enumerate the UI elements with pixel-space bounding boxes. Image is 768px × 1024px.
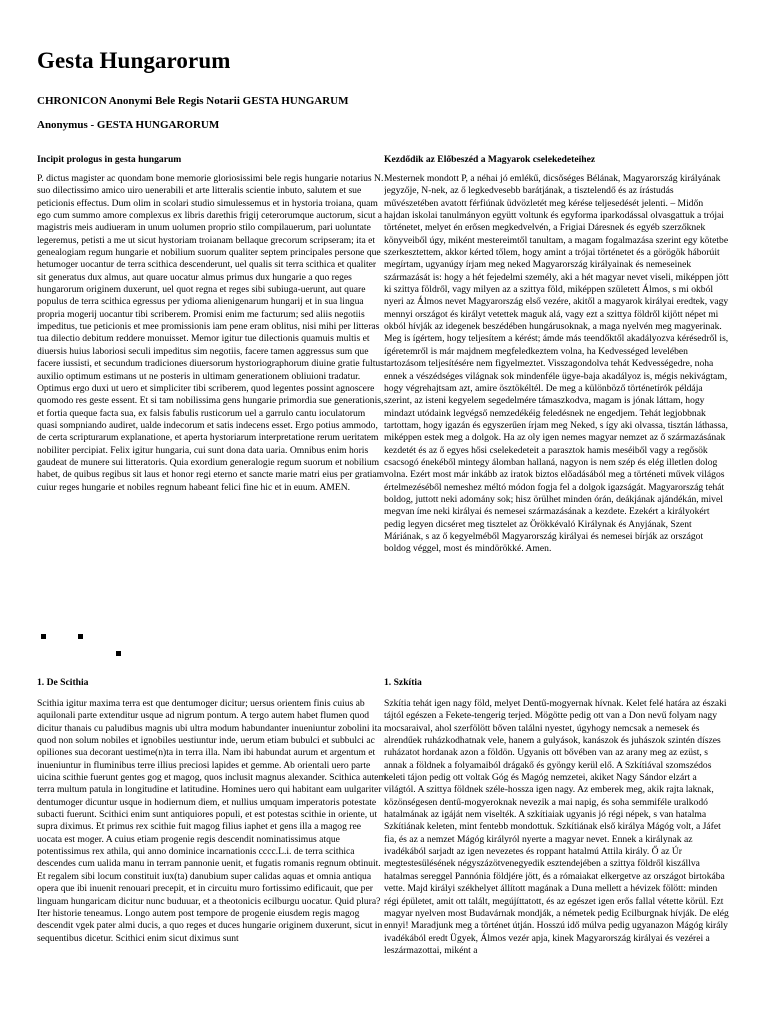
prologue-hungarian-paragraph: Mesternek mondott P, a néhai jó emlékű, dicsőséges Bélának, Magyarország királyának jegyzője, N-nek, az ő legkedvesebb barátjának, a tisztelendő és az írástudás művészetében avatott férfiúnak üdvözletét meg kérése teljesedését jelenti. – Midőn hajdan iskolai tanulmányon együtt voltunk és egyforma iparkodással olvasgattuk a trójai történetet, melyet én erősen megkedvelvén, a Frigiai Dáresnek és egyéb szerzőknek könyveiből úgy, miként mestereimtől tanultam, a magam fogalmazása szerint egy kötetbe szerkesztettem, akkor kérted tőlem, hogy amint a trójai történetet és a görögök háborúit megírtam, ugyanúgy írjam meg neked Magyarország királyainak és nemeseinek származását is: hogy a hét fejedelmi személy, aki a hét magyar nevet viseli, miképpen jött ki szittya földről, vagy milyen az a szittya föld, miképpen született Álmos, s mi okból nyeri az Álmos nevet Magyarország első vezére, akitől a magyarok királyai eredtek, vagy mennyi országot és királyt vetettek maguk alá, vagy ezt a szittya földről kijött népet mi okból hívják az idegenek beszédében hungárusoknak, a maga nyelvén meg magyerinak. Meg is ígértem, hogy teljesítem a kérést; ámde más teendőktől akadályozva kérésedről is, ígéretemről is már majdnem megfeledkeztem volna, ha Kedvességed levelében tartozásom teljesítésére nem figyelmeztet. Visszagondolva tehát Kedvességedre, noha ennek a vészédséges világnak sok mindenféle ügye-baja akadályoz is, mégis nekivágtam, hogy végrehajtsam azt, amire ösztökéltél. De meg a különböző történetírók példája szerint, az isteni kegyelem segedelmére támaszkodva, magam is jónak láttam, hogy mindazt utódaink legvégső nemzedékéig feledésnek ne engedjem. Tehát legjobbnak tartottam, hogy igazán és egyszerűen írjam meg Neked, s így aki olvassa, tisztán láthassa, miképpen estek meg a dolgok. Ha az oly igen nemes magyar nemzet az ő származásának kezdetét és az ő egyes hősi cselekedeteit a parasztok hamis meséiből vagy a regősök csacsogó énekéből mintegy álomban hallaná, nagyon is nem szép és elég illetlen dolog volna. Ezért most már inkább az iratok biztos előadásából meg a történeti művek világos értelmezéséből nemeshez méltó módon fogja fel a dolgok igazságát. Magyarország tehát boldog, juttott neki adomány sok; hisz örülhet minden órán, deákjának ajándékán, mivel megvan íme neki királyai és nemesei származásának a kezdete. Ezekért a királyokért pedig legyen dicséret meg tisztelet az Örökkévaló Királynak és Anyjának, Szent Máriának, s az ő kegyelméből Magyarország királyai és nemesei bírják az országot boldog véggel, most és mindörökké. Amen. bbox=[384, 173, 729, 555]
chapter-1-hungarian-heading: 1. Szkítia bbox=[384, 677, 422, 688]
bullet-marker bbox=[41, 634, 46, 639]
chapter-1-hungarian-text bbox=[384, 698, 730, 1016]
prologue-hungarian-heading: Kezdődik az Előbeszéd a Magyarok cselekedeteihez bbox=[384, 154, 596, 165]
chronicon-subtitle: CHRONICON Anonymi Bele Regis Notarii GESTA HUNGARUM bbox=[37, 95, 349, 107]
prologue-hungarian-text bbox=[384, 173, 730, 613]
chapter-1-latin-heading: 1. De Scithia bbox=[37, 677, 89, 688]
chapter-1-latin-paragraph: Scithia igitur maxima terra est que dentumoger dicitur; uersus orientem finis cuius ab aquilonali parte extenditur usque ad nigrum pontum. A tergo autem habet flumen quod dicitur thanais cu paludibus magnis ubi ultra modum habundanter inueniuntur zobolini ita quod non solum nobiles et ignobiles uestiuntur inde, uerum etiam bubulci et subbulci ac opiliones sua decorant uestime(n)ta in terra illa. Nam ibi habundat aurum et argentum et inueniuntur in fluminibus terre illius preciosi lapides et gemme. Ab orientali uero parte uicina scithie fuerunt gentes gog et magog, quos inclusit magnus alexander. Scithica autem terra multum patula in longitudine et latitudine. Homines uero qui habitant eam uulgariter dentumoger dicuntur usque in hodiernum diem, et nullius umquam imperatoris potestate subacti fuerunt. Scithici enim sunt antiquiores populi, et est potestas scithie in oriente, ut supra diximus. Et primus rex scithie fuit magog filius iaphet et gens illa a magog ree uocata est moger. A cuius etiam progenie regis descendit nominatissimus atque potentissimus rex athila, qui anno dominice incarnationis cccc.L.i. de terra scithica descendes cum ualida manu in terram pannonie uenit, et fugatis romanis regnum obtinuit. Et regalem sibi locum constituit iux(ta) danubium super calidas aquas et omnia antiqua opera que ibi inuenit renouari precepit, et in circuitu muro fortissimo edificauit, que per linguam hungaricam dicitur nunc buduuar, et a theotonicis ecilburgu uocatur. Quid plura? Iter historie teneamus. Longo autem post tempore de progenie eiusdem regis magog descendit vgek pater almi ducis, a quo reges et duces hungarie originem duxerunt, sicut in sequentibus dicetur. Scithici enim sicut diximus sunt bbox=[37, 698, 387, 944]
bullet-marker bbox=[116, 651, 121, 656]
chapter-1-latin-text bbox=[37, 698, 387, 1016]
bullet-marker bbox=[78, 634, 83, 639]
prologue-latin-heading: Incipit prologus in gesta hungarum bbox=[37, 154, 182, 165]
prologue-latin-paragraph: P. dictus magister ac quondam bone memorie gloriosissimi bele regis hungarie notarius N. suo dilectissimo amico uiro uenerabili et arte litteralis scientie inbuto, salutem et sue peticionis effectus. Dum olim in scolari studio simulessemus et in hystoria troiana, quam ego cum summo amore complexus ex libris darethis frigij ceterorumque auctorum, sicut a magistris meis audiueram in unum uolumen proprio stilo compilauerum, pari uoluntate legeremus, petisti a me ut sicut hystoriam troianam bellaque grecorum scripseram; ita et genealogiam regum hungarie et nobilium suorum qualiter septem principales persone que hetumoger uocantur de terra scithica descenderunt, uel qualis sit terra scithica et qualiter sit generatus dux almus, aut quare uocatur almus primus dux hungarie a quo reges hungarorum originem duxerunt, uel quot regna et reges sibi subiuga-uerunt, aut quare populus de terra scithica egressus per ydioma alienigenarum hungarij et in sua lingua propria mogerij uocantur tibi scriberem. Promisi enim me facturum; sed aliis negotiis impeditus, tue peticionis et mee promissionis iam pene eram oblitus, nisi mihi per litteras tua dilectio debitum reddere monuisset. Memor igitur tue dilectionis quamuis multis et diuersis huius laboriosi seculi impeditus sim negotiis, facere tamen aggressus sum que facere iussisti, et secundum tradiciones diuersorum hystoriographorum diuine gratie fultus auxilio optimum estimans ut ne posteris in ultimam generationem obliuioni tradatur. Optimus ergo duxi ut uero et simpliciter tibi scriberem, quod legentes possint agnoscere quomodo res geste essent. Et si tam nobilissima gens hungarie primordia sue generationis, et fortia queque facta sua, ex falsis fabulis rusticorum uel a garrulo cantu ioculatorum quasi sompniando audiret, ualde indecorum et satis indecens esset. Ergo potius ammodo, de certa scripturarum explanatione, et aperta hystoriarum interpretatione rerum ueritatem nobiliter percipiat. Felix igitur hungaria, cui sunt dona data uaria. Omnibus enim horis gaudeat de munere sui litteratoris. Quia exordium generalogie regum suorum et nobilium habet, de quibus regibus sit laus et honor regi eterno et sancte marie matri eius per gratiam cuiur reges hungarie et nobiles regnum habeant felici fine hic et in euum. AMEN. bbox=[37, 173, 385, 493]
chapter-1-hungarian-paragraph: Szkítia tehát igen nagy föld, melyet Dentű-mogyernak hívnak. Kelet felé határa az északi tájtól egészen a Fekete-tengerig terjed. Mögötte pedig ott van a Don nevű folyam nagy mocsaraival, ahol szerfölött bőven találni nyestet, úgyhogy nemcsak a nemesek és alrendűek ruházkodhatnak vele, hanem a gulyások, kanászok és juhászok szintén díszes ruházatot hordanak azon a földön. Ugyanis ott bővében van az arany meg az ezüst, s annak a földnek a folyamaiból drágakő és gyöngy kerül elő. A Szkítiával szomszédos keleti tájon pedig ott voltak Góg és Magóg nemzetei, akiket Nagy Sándor elzárt a világtól. A szittya földnek széle-hossza igen nagy. Az emberek meg, akik rajta laknak, közönségesen dentű-mogyeroknak nevezik a mai napig, és soha semmiféle uralkodó hatalmának az igáját nem viselték. A szkítiaiak ugyanis jó régi népek, s van hatalma Szkítiának keleten, mint fentebb mondottuk. Szkítiának első királya Mágóg volt, a Jáfet fia, és az a nemzet Mágóg királyról nyerte a magyar nevet. Ennek a királynak az ivadékából sarjadt az igen nevezetes és roppant hatalmú Attila király. Ő az Úr megtestesülésének négyszázötvenegyedik esztendejében a szittya földről kiszállva hatalmas sereggel Pannónia földjére jött, és a rómaiakat elkergetve az országot birtokába vette. Majd királyi székhelyet állított magának a Duna mellett a hévizek fölött: minden régi épületet, amit ott talált, megújíttatott, és az egészet igen erős fallal vétette körül. Ezt magyar nyelven most Budavárnak mondják, a németek pedig Ecilburgnak hívják. De elég ennyi! Maradjunk meg a történet útján. Hosszú idő múlva pedig ugyanazon Mágóg király ivadékából eredt Ügyek, Álmos vezér apja, kinek Magyarország királyai és vezérei a leszármazottai, miként a bbox=[384, 698, 729, 956]
page-title: Gesta Hungarorum bbox=[37, 48, 231, 73]
anonymus-subtitle: Anonymus - GESTA HUNGARORUM bbox=[37, 119, 220, 131]
prologue-latin-text bbox=[37, 173, 387, 561]
